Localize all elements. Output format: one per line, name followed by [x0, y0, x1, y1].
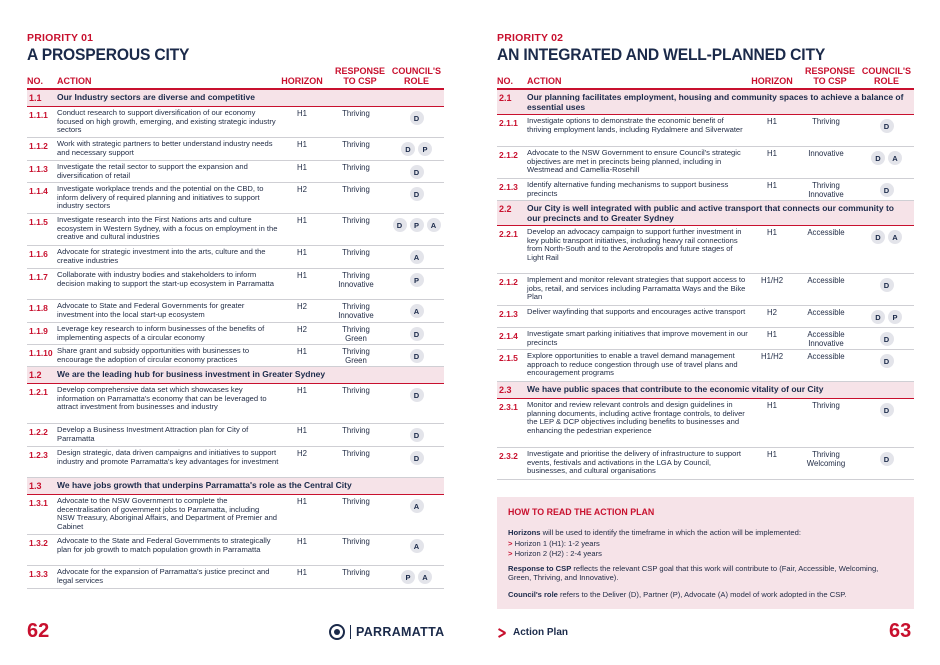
row-number: 1.1.5 [29, 217, 48, 227]
role-badge: D [871, 151, 885, 165]
action-text: Deliver wayfinding that supports and encourages active transport [527, 307, 746, 316]
horizon-value: H1 [767, 330, 777, 339]
role-badges [389, 111, 444, 125]
csp-value: Thriving [342, 568, 370, 577]
table-row [497, 328, 914, 350]
role-badge: D [880, 403, 894, 417]
row-number: 2.3.2 [499, 451, 518, 461]
table-row [27, 345, 444, 367]
footer-section [497, 627, 568, 638]
horizons-explanation: Horizons will be used to identify the timeframe in which the action will be implemented: [508, 528, 801, 537]
page-number: 62 [27, 620, 50, 642]
role-badges [389, 349, 444, 363]
horizon-value: H1 [767, 401, 777, 410]
csp-value: Thriving [342, 386, 370, 395]
table-row [497, 179, 914, 201]
horizon-value: H1 [297, 347, 307, 356]
role-badges [389, 273, 444, 287]
role-badge: D [401, 142, 415, 156]
table-row [27, 384, 444, 424]
column-header-role: COUNCIL'S ROLE [861, 66, 912, 86]
table-row [27, 300, 444, 323]
horizon-value: H1 [297, 140, 307, 149]
row-number: 1.3.3 [29, 569, 48, 579]
table-row [497, 274, 914, 306]
role-badges [859, 119, 914, 133]
action-text: Advocate for the expansion of Parramatta's justice precinct and legal services [57, 567, 270, 585]
role-badges [389, 327, 444, 341]
row-number: 2.1.1 [499, 118, 518, 128]
action-text: Advocate to the State and Federal Governments to strategically plan for job growth to match population growth in Parramatta [57, 536, 271, 554]
role-badge: A [427, 218, 441, 232]
action-text: Investigate workplace trends and the potential on the CBD, to inform delivery of required planning and initiatives to support industry sectors [57, 184, 264, 211]
action-text: Investigate and prioritise the delivery of infrastructure to support events, festivals and activations in the LGA by Council, businesses, and cultural organisations [527, 449, 742, 476]
csp-value: Accessible Innovative [807, 330, 845, 348]
role-badge: A [410, 539, 424, 553]
priority-title: AN INTEGRATED AND WELL-PLANNED CITY [497, 45, 826, 64]
role-badge: D [880, 354, 894, 368]
table-row [27, 138, 444, 161]
horizon-2-item: > Horizon 2 (H2) : 2-4 years [508, 549, 602, 558]
role-badges [389, 142, 444, 156]
row-number: 1.2.3 [29, 450, 48, 460]
role-badge: P [401, 570, 415, 584]
section-title: Our planning facilitates employment, housing and community spaces to achieve a balance of essential uses [527, 92, 904, 112]
horizon-value: H1 [297, 271, 307, 280]
section-title: We have public spaces that contribute to the economic vitality of our City [527, 384, 824, 394]
row-number: 2.1.2 [499, 277, 518, 287]
table-row [27, 495, 444, 535]
role-badges [389, 250, 444, 264]
role-badges [859, 403, 914, 417]
horizon-value: H1 [297, 163, 307, 172]
seal-icon [329, 624, 345, 640]
horizon-value: H1 [297, 568, 307, 577]
horizon-value: H1 [767, 149, 777, 158]
table-row [27, 566, 444, 589]
table-row [497, 306, 914, 328]
section-row [497, 382, 914, 399]
action-text: Advocate to the NSW Government to ensure Council's strategic objectives are met in precincts being planned, including in Westmead and Camellia-Rosehill [527, 148, 741, 175]
csp-value: Thriving [342, 216, 370, 225]
table-row [27, 183, 444, 214]
action-text: Investigate research into the First Nations arts and culture ecosystem in Western Sydney, with a focus on employment in the creative and cultural industries [57, 215, 278, 242]
csp-value: Innovative [808, 149, 844, 158]
role-badge: P [410, 218, 424, 232]
right-page [470, 0, 940, 665]
csp-value: Thriving [342, 163, 370, 172]
section-row [27, 478, 444, 495]
table-row [27, 424, 444, 447]
horizon-value: H1 [767, 181, 777, 190]
role-badges [389, 451, 444, 465]
row-number: 1.2.1 [29, 387, 48, 397]
role-badge: D [410, 388, 424, 402]
role-badge: D [880, 452, 894, 466]
table-row [27, 246, 444, 269]
priority-label: PRIORITY 01 [27, 32, 94, 44]
table-row [27, 269, 444, 300]
role-badges [389, 218, 444, 232]
horizon-value: H1 [297, 109, 307, 118]
horizon-value: H1 [297, 426, 307, 435]
section-title: Our City is well integrated with public and active transport that connects our community to our precincts and to Greater Sydney [527, 203, 894, 223]
action-text: Develop an advocacy campaign to support further investment in key public transport initiatives, including heavy rail connections from North-South and to the Aerotropolis and future stages of Light Rail [527, 227, 742, 262]
column-header-action: ACTION [527, 76, 562, 86]
role-badges [859, 354, 914, 368]
role-badges [389, 539, 444, 553]
row-number: 1.1.7 [29, 272, 48, 282]
csp-value: Accessible [807, 352, 845, 361]
row-number: 1.1.6 [29, 249, 48, 259]
column-header-horizon: HORIZON [281, 76, 323, 86]
row-number: 2.2 [499, 204, 512, 214]
role-badges [859, 332, 914, 346]
table-row [27, 107, 444, 138]
footer-section-label: Action Plan [513, 627, 569, 638]
csp-value: Thriving [342, 537, 370, 546]
role-badges [859, 230, 914, 244]
role-badge: D [880, 119, 894, 133]
csp-value: Thriving [342, 140, 370, 149]
horizon-value: H2 [297, 325, 307, 334]
how-to-title: HOW TO READ THE ACTION PLAN [508, 507, 655, 518]
column-header-csp: RESPONSE TO CSP [334, 66, 385, 86]
horizon-value: H1 [297, 537, 307, 546]
action-text: Design strategic, data driven campaigns and initiatives to support industry and promote Parramatta's key advantages for investment [57, 448, 279, 466]
csp-explanation: Response to CSP reflects the relevant CSP goal that this work will contribute to (Fair, Accessible, Welcoming, Green, Thriving, and Innovative). [508, 564, 879, 582]
table-row [497, 399, 914, 448]
horizon-value: H1/H2 [760, 276, 784, 285]
table-row [27, 447, 444, 478]
action-text: Investigate the retail sector to support the expansion and diversification of retail [57, 162, 248, 180]
action-text: Develop comprehensive data set which showcases key information on Parramatta's economy that can be leveraged to attract investment from businesses and industry [57, 385, 267, 412]
row-number: 1.1.9 [29, 326, 48, 336]
table-row [497, 115, 914, 147]
row-number: 1.3 [29, 481, 42, 491]
row-number: 1.3.2 [29, 538, 48, 548]
row-number: 1.1.10 [29, 348, 53, 358]
role-badge: D [880, 183, 894, 197]
row-number: 1.2.2 [29, 427, 48, 437]
role-badge: D [880, 332, 894, 346]
csp-value: Thriving [812, 117, 840, 126]
horizon-value: H1 [767, 450, 777, 459]
section-title: We are the leading hub for business investment in Greater Sydney [57, 369, 326, 379]
role-badge: A [410, 499, 424, 513]
table-row [497, 147, 914, 179]
role-badges [389, 165, 444, 179]
action-text: Advocate to the NSW Government to complete the decentralisation of government jobs to Parramatta, including NSW Treasury, Aboriginal Affairs, and Department of Premier and Cabinet [57, 496, 278, 531]
horizon-value: H2 [297, 302, 307, 311]
csp-value: Thriving [342, 248, 370, 257]
section-row [27, 367, 444, 384]
row-number: 1.1 [29, 93, 42, 103]
table-row [27, 214, 444, 246]
role-badge: D [410, 165, 424, 179]
horizon-value: H1 [767, 117, 777, 126]
role-badge: D [393, 218, 407, 232]
role-badges [859, 151, 914, 165]
table-row [497, 226, 914, 274]
role-badge: D [410, 451, 424, 465]
role-badges [389, 428, 444, 442]
horizon-value: H1 [767, 228, 777, 237]
row-number: 2.1.3 [499, 182, 518, 192]
how-to-read-box [497, 497, 914, 609]
action-text: Advocate to State and Federal Governments for greater investment into the local start-up ecosystem [57, 301, 245, 319]
role-badges [859, 183, 914, 197]
column-header-action: ACTION [57, 76, 92, 86]
csp-value: Accessible [807, 228, 845, 237]
action-text: Explore opportunities to enable a travel demand management approach to reduce congestion through use of travel plans and encouragement programs [527, 351, 738, 378]
role-badge: A [410, 304, 424, 318]
row-number: 1.1.4 [29, 186, 48, 196]
page-number: 63 [889, 620, 912, 642]
role-badge: D [871, 230, 885, 244]
csp-value: Thriving [342, 185, 370, 194]
action-text: Monitor and review relevant controls and design guidelines in planning documents, including active frontage controls, to deliver the LEP & DCP objectives including benefits to businesses and enhancing the pedestrian experience [527, 400, 745, 435]
table-row [27, 161, 444, 183]
csp-value: Thriving Green [342, 325, 370, 343]
horizon-value: H1/H2 [760, 352, 784, 361]
role-badge: D [410, 187, 424, 201]
section-row [27, 90, 444, 107]
horizon-value: H1 [297, 497, 307, 506]
priority-title: A PROSPEROUS CITY [27, 45, 190, 64]
role-badge: D [871, 310, 885, 324]
row-number: 1.2 [29, 370, 42, 380]
row-number: 1.1.8 [29, 303, 48, 313]
table-row [497, 448, 914, 480]
row-number: 1.3.1 [29, 498, 48, 508]
action-table [27, 90, 444, 600]
role-badges [389, 388, 444, 402]
csp-value: Thriving [812, 401, 840, 410]
csp-value: Thriving [342, 497, 370, 506]
priority-label: PRIORITY 02 [497, 32, 564, 44]
role-badge: A [410, 250, 424, 264]
section-title: Our Industry sectors are diverse and competitive [57, 92, 255, 102]
column-header-no: NO. [27, 76, 44, 86]
column-header-no: NO. [497, 76, 514, 86]
role-badge: D [880, 278, 894, 292]
row-number: 2.3.1 [499, 402, 518, 412]
csp-value: Thriving Innovative [338, 302, 374, 320]
csp-value: Thriving Green [342, 347, 370, 365]
horizon-1-item: > Horizon 1 (H1): 1-2 years [508, 539, 600, 548]
parramatta-logo [329, 624, 444, 640]
action-text: Conduct research to support diversification of our economy focused on high growth, emerging, and existing strategic industry sectors [57, 108, 276, 135]
csp-value: Thriving Innovative [338, 271, 374, 289]
horizon-value: H2 [297, 185, 307, 194]
row-number: 1.1.3 [29, 164, 48, 174]
csp-value: Thriving [342, 449, 370, 458]
horizon-value: H2 [297, 449, 307, 458]
action-text: Develop a Business Investment Attraction plan for City of Parramatta [57, 425, 249, 443]
horizon-value: H2 [767, 308, 777, 317]
table-row [497, 350, 914, 382]
horizon-value: H1 [297, 248, 307, 257]
chevron-right-icon [497, 628, 507, 638]
role-badge: A [888, 151, 902, 165]
row-number: 2.1.2 [499, 150, 518, 160]
row-number: 2.1.5 [499, 353, 518, 363]
column-header-horizon: HORIZON [751, 76, 793, 86]
action-text: Work with strategic partners to better understand industry needs and necessary support [57, 139, 273, 157]
action-text: Collaborate with industry bodies and stakeholders to inform decision making to support the start-up ecosystem in Parramatta [57, 270, 274, 288]
table-row [27, 323, 444, 345]
column-header-csp: RESPONSE TO CSP [804, 66, 855, 86]
table-row [27, 535, 444, 566]
role-badge: A [418, 570, 432, 584]
section-row [497, 90, 914, 115]
role-badges [859, 310, 914, 324]
row-number: 2.3 [499, 385, 512, 395]
role-badge: D [410, 327, 424, 341]
column-header-role: COUNCIL'S ROLE [391, 66, 442, 86]
action-text: Investigate smart parking initiatives that improve movement in our precincts [527, 329, 748, 347]
role-badges [389, 304, 444, 318]
section-title: We have jobs growth that underpins Parramatta's role as the Central City [57, 480, 352, 490]
row-number: 2.1 [499, 93, 512, 103]
role-badge: D [410, 111, 424, 125]
section-row [497, 201, 914, 226]
action-text: Advocate for strategic investment into the arts, culture and the creative industries [57, 247, 266, 265]
horizon-value: H1 [297, 216, 307, 225]
action-text: Implement and monitor relevant strategies that support access to jobs, retail, and services including Parramatta Ways and the Bike Plan [527, 275, 746, 302]
action-table [497, 90, 914, 480]
role-badge: D [410, 349, 424, 363]
csp-value: Thriving [342, 109, 370, 118]
csp-value: Thriving [342, 426, 370, 435]
csp-value: Thriving Welcoming [806, 450, 846, 468]
role-badge: A [888, 230, 902, 244]
role-badges [389, 570, 444, 584]
row-number: 2.1.4 [499, 331, 518, 341]
logo-wordmark: PARRAMATTA [356, 625, 445, 639]
horizon-value: H1 [297, 386, 307, 395]
csp-value: Thriving Innovative [808, 181, 844, 199]
action-text: Share grant and subsidy opportunities with businesses to encourage the adoption of circular economy practices [57, 346, 250, 364]
row-number: 2.1.3 [499, 309, 518, 319]
action-text: Leverage key research to inform businesses of the benefits of implementing aspects of a circular economy [57, 324, 265, 342]
role-badges [859, 278, 914, 292]
row-number: 1.1.2 [29, 141, 48, 151]
role-badges [859, 452, 914, 466]
row-number: 1.1.1 [29, 110, 48, 120]
action-text: Identify alternative funding mechanisms to support business precincts [527, 180, 729, 198]
role-badges [389, 499, 444, 513]
csp-value: Accessible [807, 308, 845, 317]
role-badge: P [410, 273, 424, 287]
row-number: 2.2.1 [499, 229, 518, 239]
role-badge: P [888, 310, 902, 324]
csp-value: Accessible [807, 276, 845, 285]
role-badge: P [418, 142, 432, 156]
role-badges [389, 187, 444, 201]
role-badge: D [410, 428, 424, 442]
action-text: Investigate options to demonstrate the economic benefit of thriving employment lands, including Rydalmere and Silverwater [527, 116, 743, 134]
role-explanation: Council's role refers to the Deliver (D), Partner (P), Advocate (A) model of work adopted in the CSP. [508, 590, 847, 599]
